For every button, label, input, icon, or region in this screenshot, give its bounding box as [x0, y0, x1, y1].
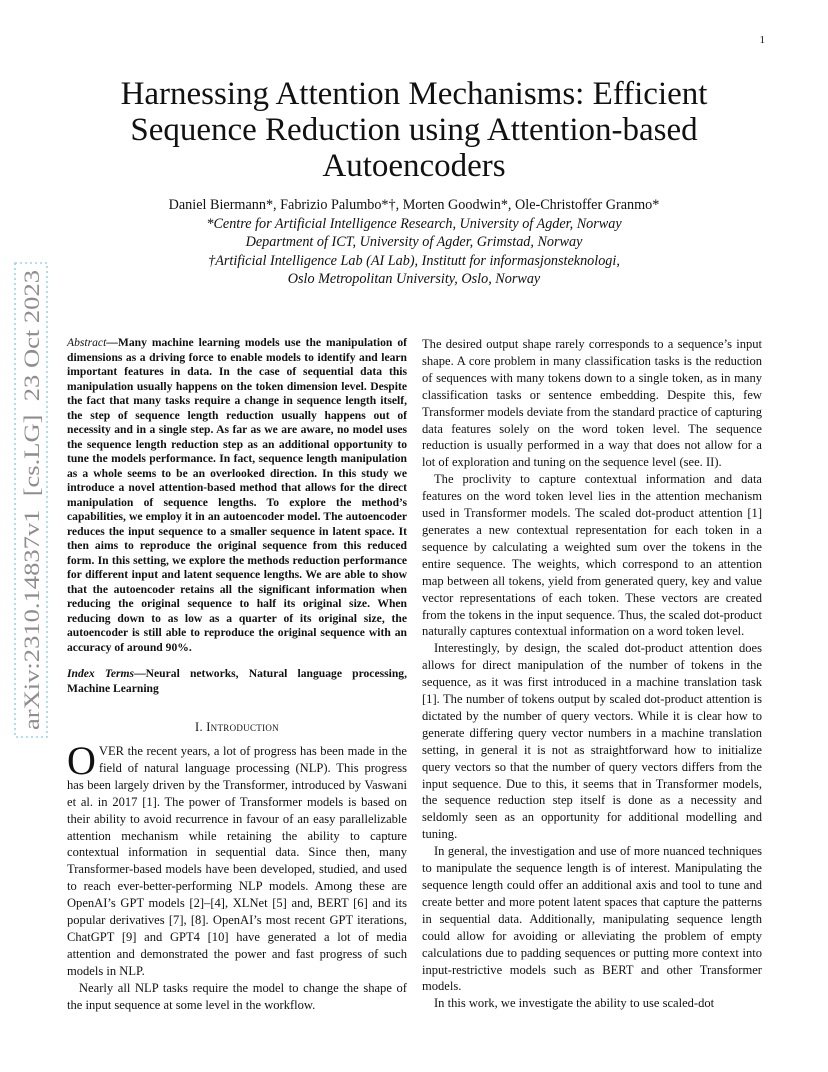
arxiv-stamp — [14, 262, 48, 738]
title-line: Sequence Reduction using Attention-based — [130, 112, 698, 148]
body-paragraph: Interestingly, by design, the scaled dot-product attention does allows for direct manipulation of the number of tokens in the sequence, as it was first introduced in a machine translation task [1]. The number of tokens output by scaled dot-product attention is dictated by the number of query vectors. While it is clear how to generate differing query vector numbers in a machine translation setting, in general it is not as straightforward how to initialize query vectors so that the number of query vectors differs from the input sequence. Due to this, it seems that in Transformer models, the sequence reduction step itself is done as a necessity and seldomly seen as an opportunity for additional modelling and tuning. — [422, 641, 762, 842]
body-paragraph: In this work, we investigate the ability to use scaled-dot — [434, 996, 715, 1011]
affiliation-line: Oslo Metropolitan University, Oslo, Norway — [287, 271, 541, 288]
abstract — [67, 336, 407, 655]
section-heading — [67, 720, 407, 735]
left-column — [67, 336, 407, 1014]
paper-title — [60, 76, 768, 184]
index-terms — [67, 667, 407, 696]
abstract-lead: Abstract — [67, 336, 107, 349]
title-line: Autoencoders — [322, 148, 506, 184]
author-list: Daniel Biermann*, Fabrizio Palumbo*†, Morten Goodwin*, Ole-Christoffer Granmo* — [168, 197, 660, 213]
section-title: Introduction — [206, 720, 279, 734]
affiliation-line: †Artificial Intelligence Lab (AI Lab), Institutt for informasjonsteknologi, — [208, 252, 620, 269]
page-number: 1 — [759, 34, 765, 46]
right-column — [422, 336, 762, 1012]
abstract-text: —Many machine learning models use the manipulation of dimensions as a driving force to enable models to identify and learn important features in data. In the case of sequential data this manipulation usually happens on the token dimension level. Despite the fact that many tasks require a change in sequence length itself, the step of sequence length reduction usually happens out of necessity and in a single step. As far as we are aware, no model uses the sequence length reduction step as an additional opportunity to tune the models performance. In fact, sequence length manipulation as a whole seems to be an overlooked direction. In this study we introduce a novel attention-based method that allows for the direct manipulation of sequence lengths. To explore the method’s capabilities, we employ it in an autoencoder model. The autoencoder reduces the input sequence to a smaller sequence in latent space. It then aims to reproduce the original sequence from this reduced form. In this setting, we explore the methods reduction performance for different input and latent sequence lengths. We are able to show that the autoencoder retains all the significant information when reducing the original sequence to half its original size. When reducing down to as low as a quarter of its original size, the autoencoder is still able to reproduce the original sequence with an accuracy of around 90%. — [67, 336, 407, 654]
affiliation-line: Department of ICT, University of Agder, Grimstad, Norway — [245, 234, 583, 251]
intro-paragraph — [67, 738, 407, 980]
title-line: Harnessing Attention Mechanisms: Efficient — [120, 76, 708, 112]
body-paragraph: Nearly all NLP tasks require the model to change the shape of the input sequence at some level in the workflow. — [67, 980, 407, 1012]
affiliations — [60, 215, 768, 289]
section-number: I. — [195, 720, 207, 734]
arxiv-stamp-text: arXiv:2310.14837v1 [cs.LG] 23 Oct 2023 — [19, 340, 44, 730]
body-paragraph: In general, the investigation and use of more nuanced techniques to manipulate the sequence length is of interest. Manipulating the sequence length could offer an additional axis and tool to tune and create better and more potent latent spaces that capture the patterns in sequential data. Additionally, manipulating sequence length could allow for avoiding or alleviating the problem of empty calculations due to padding sequences or putting more context into input-restrictive models such as BERT and other Transformer models. — [422, 844, 762, 994]
drop-cap: O — [67, 738, 96, 783]
body-paragraph: The desired output shape rarely corresponds to a sequence’s input shape. A core problem in many classification tasks is the reduction of sequences with many tokens down to a single token, as in many classification tasks or sentence embedding. Despite this, few Transformer models deviate from the standard practice of capturing data features solely on the word token level. The sequence reduction is usually performed in a way that does not allow for a lot of exploration and tuning on the sequence level (see. II). — [422, 337, 762, 470]
index-terms-lead: Index Terms — [67, 667, 135, 680]
body-paragraph: The proclivity to capture contextual information and data features on the word token level lies in the attention mechanism used in Transformer models. The scaled dot-product attention [1] generates a new contextual representation for each token in a sequence by calculating a weighted sum over the tokens in the entire sequence. The weights, which correspond to an attention map between all tokens, yield from generated query, key and value vector representations of each token. These vectors are created from the tokens in the input sequence. Thus, the scaled dot-product naturally captures contextual information on a word token level. — [422, 472, 762, 639]
index-terms-text: —Neural networks, Natural language processing, Machine Learning — [67, 667, 407, 695]
paragraph-text: VER the recent years, a lot of progress has been made in the field of natural language processing (NLP). This progress has been largely driven by the Transformer, introduced by Vaswani et al. in 2017 [1]. The power of Transformer models is based on their ability to avoid recurrence in favour of an easy parallelizable attention mechanism while retaining the ability to capture contextual information in sequential data. Since then, many Transformer-based models have been developed, studied, and used to reach ever-better-performing NLP models. Among these are OpenAI’s GPT models [2]–[4], XLNet [5] and, BERT [6] and its popular derivatives [7], [8]. OpenAI’s most recent GPT iterations, ChatGPT [9] and GPT4 [10] have generated a lot of media attention and demonstrated the power and fast progress of such models in NLP. — [67, 744, 407, 978]
affiliation-line: *Centre for Artificial Intelligence Research, University of Agder, Norway — [206, 216, 622, 232]
